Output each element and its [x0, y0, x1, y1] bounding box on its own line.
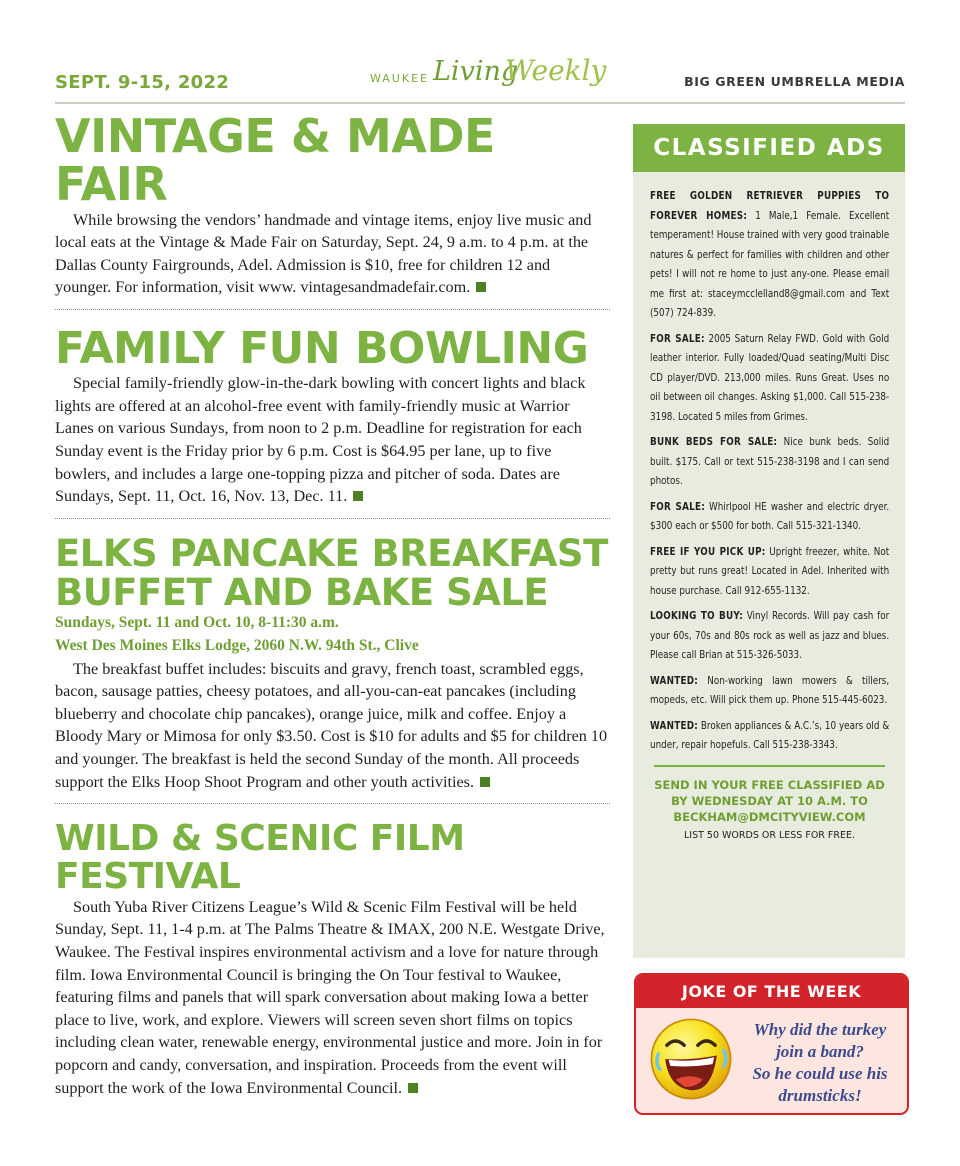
classified-title: CLASSIFIED ADS [633, 124, 905, 172]
end-mark-icon [408, 1083, 418, 1093]
ad-heading: WANTED: [650, 673, 699, 687]
word-limit-note: LIST 50 WORDS OR LESS FOR FREE. [683, 829, 856, 841]
article-bowling [55, 322, 610, 508]
main-column [55, 109, 610, 1099]
article-title: WILD & SCENIC FILM FESTIVAL [55, 818, 465, 897]
end-mark-icon [480, 777, 490, 787]
classified-ad [650, 432, 889, 491]
event-time: Sundays, Sept. 11 and Oct. 10, 8-11:30 a.m. [55, 614, 339, 632]
ad-heading: FREE GOLDEN RETRIEVER PUPPIES TO FOREVER HOMES: [650, 189, 890, 222]
submission-instructions [650, 777, 889, 825]
article-title: ELKS PANCAKE BREAKFAST BUFFET AND BAKE SALE [55, 531, 608, 614]
classified-ad [650, 606, 889, 665]
ad-heading: BUNK BEDS FOR SALE: [650, 435, 778, 448]
classified-ad [650, 329, 889, 427]
classified-rule [654, 765, 885, 767]
joke-title: JOKE OF THE WEEK [636, 975, 907, 1008]
classified-ad [650, 716, 889, 755]
article-elks-breakfast [55, 531, 610, 793]
ad-heading: LOOKING TO BUY: [650, 609, 743, 622]
joke-of-the-week-box [634, 973, 909, 1115]
logo-weekly: Weekly [505, 54, 607, 87]
ad-text: 1 Male,1 Female. Excellent temperament! House trained with very good trainable natures & perfect for families with children and other pets! I will not re home to just any-one. Please email me first at: staceymcclelland8@gmail.com and Text (507) 724-839. [650, 208, 890, 319]
article-title: FAMILY FUN BOWLING [55, 322, 589, 374]
publisher-name: BIG GREEN UMBRELLA MEDIA [684, 74, 905, 89]
joke-question: Why did the turkey join a band? [753, 1020, 887, 1061]
article-body: Special family-friendly glow-in-the-dark bowling with concert lights and black lights are offered at an alcohol-free event with family-friendly music at Warrior Lanes on various Sundays, from noon to 2 p.m. Deadline for registration for each Sunday event is the Friday prior by 6 p.m. Cost is $64.95 per lane, up to five bowlers, and includes a large one-topping pizza and pitcher of soda. Dates are Sundays, Sept. 11, Oct. 16, Nov. 13, Dec. 11. [55, 374, 586, 506]
ad-text: Nice bunk beds. Solid built. $175. Call or text 515-238-3198 and I can send photos. [650, 435, 890, 487]
event-location: West Des Moines Elks Lodge, 2060 N.W. 94th St., Clive [55, 637, 419, 654]
end-mark-icon [353, 491, 363, 501]
ad-text: Broken appliances & A.C.’s, 10 years old & under, repair hopefuls. Call 515-238-3343. [650, 718, 890, 751]
classified-ad [650, 497, 889, 536]
classified-ad [650, 542, 889, 601]
article-film-festival [55, 820, 610, 1099]
joke-text [740, 1019, 900, 1107]
article-body: The breakfast buffet includes: biscuits and gravy, french toast, scrambled eggs, bacon, sausage patties, cheesy potatoes, and all-you-can-eat pancakes (including blueberry and chocolate chip pancakes), orange juice, milk and coffee. Enjoy a Bloody Mary or Mimosa for only $3.50. Cost is $10 for adults and $5 for children 10 and younger. The breakfast is held the second Sunday of the month. All proceeds support the Elks Hoop Shoot Program and other youth activities. [55, 659, 608, 791]
ad-text: Non-working lawn mowers & tillers, mopeds, etc. Will pick them up. Phone 515-445-6023. [650, 673, 890, 706]
article-body: South Yuba River Citizens League’s Wild & Scenic Film Festival will be held Sunday, Sept. 11, 1-4 p.m. at The Palms Theatre & IMAX, 200 N.E. Westgate Drive, Waukee. The Festival inspires environmental activism and a love for nature through film. Iowa Environmental Council is bringing the On Tour festival to Waukee, featuring films and panels that will spark conversation about making Iowa a better place to live, work, and explore. Viewers will screen seven short films on topics including clean water, renewable energy, environmental justice and more. Join in for popcorn and candy, conversation, and inspiration. Proceeds from the event will support the work of the Iowa Environmental Council. [55, 897, 605, 1097]
masthead-logo [367, 56, 617, 100]
classified-ad [650, 671, 889, 710]
end-mark-icon [476, 282, 486, 292]
ad-heading: FOR SALE: [650, 499, 706, 513]
classified-ads-box [633, 124, 905, 958]
issue-date: SEPT. 9-15, 2022 [55, 72, 230, 93]
article-divider [55, 803, 610, 804]
ad-text: Whirlpool HE washer and electric dryer. $300 each or $500 for both. Call 515-321-1340. [650, 499, 890, 532]
article-divider [55, 518, 610, 519]
classified-ad [650, 186, 889, 323]
logo-living: Living [433, 56, 519, 87]
joke-answer: So he could use his drumsticks! [752, 1064, 888, 1105]
page-header [55, 52, 905, 106]
classified-list [633, 172, 905, 841]
article-title: VINTAGE & MADE FAIR [55, 109, 495, 212]
article-body: While browsing the vendors’ handmade and vintage items, enjoy live music and local eats at the Vintage & Made Fair on Saturday, Sept. 24, 9 a.m. to 4 p.m. at the Dallas County Fairgrounds, Adel. Admission is $10, free for children 12 and younger. For information, visit www. vintagesandmadefair.com. [55, 210, 592, 297]
article-divider [55, 309, 610, 310]
article-vintage-fair [55, 109, 610, 299]
submission-email: BECKHAM@DMCITYVIEW.COM [673, 809, 866, 824]
ad-heading: WANTED: [650, 718, 699, 732]
ad-text: 2005 Saturn Relay FWD. Gold with Gold leather interior. Fully loaded/Quad seating/Multi Disc CD player/DVD. 213,000 miles. Runs Great. Uses no oil between oil changes. Asking $1,000. Call 515-238-3198. Located 5 miles from Grimes. [650, 331, 890, 423]
ad-text: Vinyl Records. Will pay cash for your 60s, 70s and 80s rock as well as jazz and blues. Please call Brian at 515-326-5033. [650, 609, 890, 661]
ad-text: Upright freezer, white. Not pretty but runs great! Located in Adel. Inherited with house purchase. Call 912-655-1132. [650, 544, 890, 597]
ad-heading: FREE IF YOU PICK UP: [650, 544, 766, 558]
logo-town: WAUKEE [370, 72, 429, 85]
submission-line: BY WEDNESDAY AT 10 A.M. TO [671, 793, 868, 808]
laughing-face-icon [648, 1016, 734, 1102]
submission-line: SEND IN YOUR FREE CLASSIFIED AD [654, 777, 885, 792]
header-rule [55, 102, 905, 104]
ad-heading: FOR SALE: [650, 331, 705, 345]
